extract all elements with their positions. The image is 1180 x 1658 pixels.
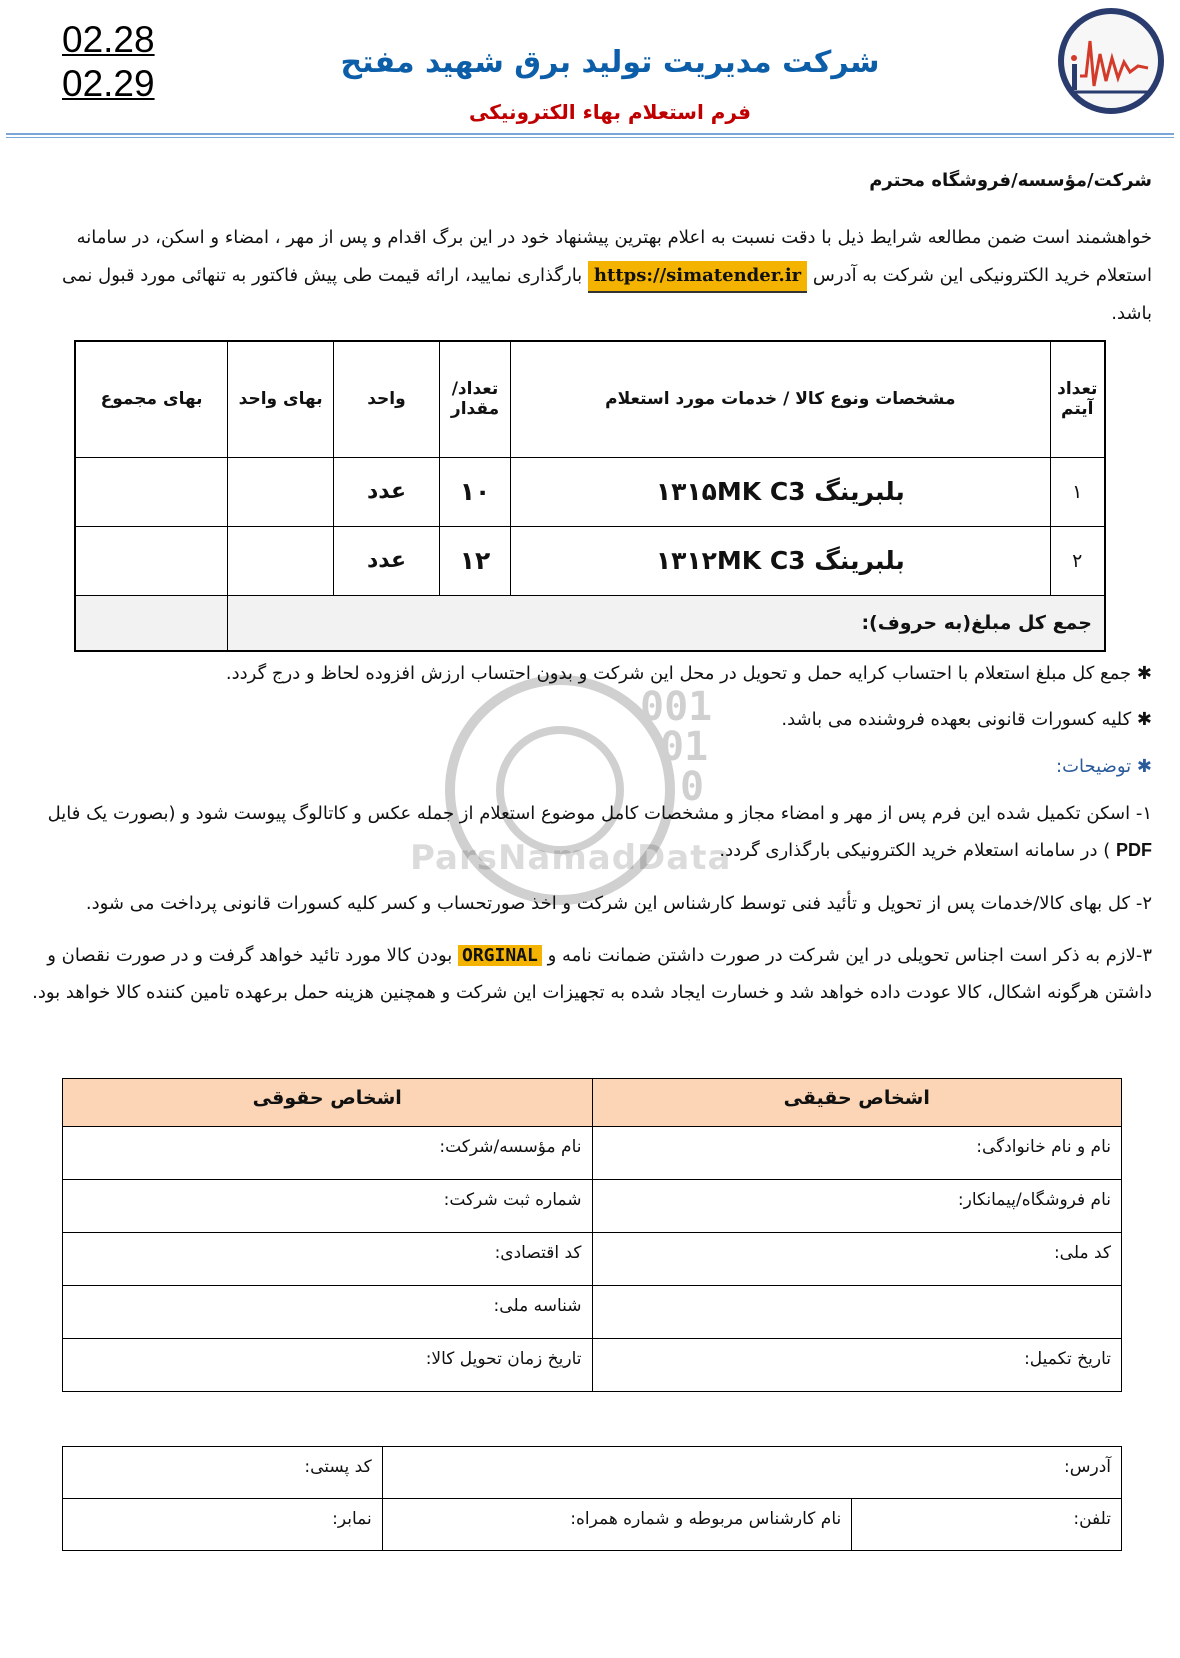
svg-text:0: 0: [680, 764, 705, 810]
explanation-item-1: [22, 795, 1152, 869]
watermark-text: ParsNamadData: [410, 838, 732, 878]
item-3-text-a: ۳-لازم به ذکر است اجناس تحویلی در این شرکت در صورت داشتن ضمانت نامه و: [547, 945, 1152, 966]
real-persons-header: اشخاص حقیقی: [592, 1079, 1122, 1127]
bullet-icon: ✱: [1136, 663, 1152, 684]
item-3-original: ORGINAL: [458, 945, 542, 966]
bullet-icon: ✱: [1136, 756, 1152, 777]
contact-table: [62, 1446, 1122, 1551]
col-header-quantity: تعداد/ مقدار: [439, 341, 510, 457]
svg-text:01: 01: [660, 724, 709, 770]
row-unit: عدد: [334, 457, 440, 526]
power-plant-logo-icon: [1054, 6, 1168, 116]
note-2-text: کلیه کسورات قانونی بعهده فروشنده می باشد.: [781, 709, 1132, 730]
real-field-empty[interactable]: [592, 1286, 1122, 1339]
legal-persons-header: اشخاص حقوقی: [63, 1079, 593, 1127]
item-1-text-a: ۱- اسکن تکمیل شده این فرم پس از مهر و امضاء مجاز و مشخصات کامل موضوع استعلام از جمله عکس و کاتالوگ پیوست شود و (بصورت یک فایل: [47, 803, 1152, 824]
intro-paragraph: [38, 219, 1152, 333]
explanation-item-3: [22, 937, 1152, 1011]
note-1: [226, 663, 1152, 684]
col-header-description: مشخصات ونوع کالا / خدمات مورد استعلام: [511, 341, 1050, 457]
expert-name-field[interactable]: نام کارشناس مربوطه و شماره همراه:: [382, 1499, 852, 1551]
col-header-total-price: بهای مجموع: [75, 341, 228, 457]
row-index: ۱: [1050, 457, 1105, 526]
item-2-text: ۲- کل بهای کالا/خدمات پس از تحویل و تأئید فنی توسط کارشناس این شرکت و اخذ صورتحساب و کسر کلیه کسورات قانونی پرداخت می شود.: [85, 893, 1152, 914]
intro-text-2: بارگذاری نمایید، ارائه قیمت طی پیش فاکتور به تنهائی مورد قبول نمی باشد.: [62, 265, 1152, 324]
item-1-pdf: PDF: [1116, 840, 1152, 860]
company-name: شرکت مدیریت تولید برق شهید مفتح: [340, 45, 880, 80]
header-divider-thin: [6, 137, 1174, 138]
row-description: بلبرینگ ۱۳۱۵MK C3: [511, 457, 1050, 526]
svg-text:001: 001: [640, 684, 713, 730]
legal-field-national-id[interactable]: شناسه ملی:: [63, 1286, 593, 1339]
intro-text-1: خواهشمند است ضمن مطالعه شرایط ذیل با دقت نسبت به اعلام بهترین پیشنهاد خود در این برگ اقدام و پس از مهر ، امضاء و اسکن، در سامانه استعلام خرید الکترونیکی این شرکت به آدرس: [76, 227, 1152, 286]
real-field-completion-date[interactable]: تاریخ تکمیل:: [592, 1339, 1122, 1392]
explanations-heading: [1056, 756, 1152, 777]
row-index: ۲: [1050, 526, 1105, 595]
greeting: شرکت/مؤسسه/فروشگاه محترم: [869, 170, 1152, 191]
row-quantity: ۱۰: [439, 457, 510, 526]
real-field-fullname[interactable]: نام و نام خانوادگی:: [592, 1127, 1122, 1180]
col-header-unit-price: بهای واحد: [228, 341, 334, 457]
header-divider: [6, 133, 1174, 135]
row-quantity: ۱۲: [439, 526, 510, 595]
row-description: بلبرینگ ۱۳۱۲MK C3: [511, 526, 1050, 595]
persons-table: [62, 1078, 1122, 1392]
table-row: [75, 526, 1105, 595]
col-header-count: تعداد آیتم: [1050, 341, 1105, 457]
legal-field-delivery-date[interactable]: تاریخ زمان تحویل کالا:: [63, 1339, 593, 1392]
date-2: 02.29: [62, 63, 155, 104]
postal-code-field[interactable]: کد پستی:: [63, 1447, 383, 1499]
tender-url-link[interactable]: https://simatender.ir: [588, 261, 807, 293]
explanation-item-2: [22, 885, 1152, 922]
total-amount-field[interactable]: [75, 595, 228, 651]
phone-field[interactable]: تلفن:: [852, 1499, 1122, 1551]
item-1-text-b: ) در سامانه استعلام خرید الکترونیکی بارگذاری گردد.: [719, 840, 1111, 861]
bullet-icon: ✱: [1136, 709, 1152, 730]
note-1-text: جمع کل مبلغ استعلام با احتساب کرایه حمل و تحویل در محل این شرکت و بدون احتساب ارزش افزوده لحاظ و درج گردد.: [225, 663, 1132, 684]
real-field-national-code[interactable]: کد ملی:: [592, 1233, 1122, 1286]
row-unit-price[interactable]: [228, 526, 334, 595]
row-total-price[interactable]: [75, 526, 228, 595]
col-header-unit: واحد: [334, 341, 440, 457]
legal-field-company-name[interactable]: نام مؤسسه/شرکت:: [63, 1127, 593, 1180]
note-2: [781, 709, 1152, 730]
date-stamp: [62, 18, 155, 106]
row-unit: عدد: [334, 526, 440, 595]
date-1: 02.28: [62, 19, 155, 60]
legal-field-economic-code[interactable]: کد اقتصادی:: [63, 1233, 593, 1286]
item-3-text-b: بودن کالا مورد تائید خواهد گرفت و در صورت نقصان و داشتن هرگونه اشکال، کالا عودت داده خواهد شد و خسارت ایجاد شده به تجهیزات این شرکت و همچنین هزینه حمل برعهده تامین کننده کالا خواهد بود.: [32, 945, 1152, 1003]
table-row: [75, 457, 1105, 526]
real-field-shop-name[interactable]: نام فروشگاه/پیمانکار:: [592, 1180, 1122, 1233]
row-total-price[interactable]: [75, 457, 228, 526]
items-table: [74, 340, 1106, 652]
address-field[interactable]: آدرس:: [382, 1447, 1121, 1499]
total-amount-label: جمع کل مبلغ(به حروف):: [228, 595, 1105, 651]
explanations-title: توضیحات:: [1056, 756, 1132, 777]
legal-field-registration-no[interactable]: شماره ثبت شرکت:: [63, 1180, 593, 1233]
fax-field[interactable]: نمابر:: [63, 1499, 383, 1551]
form-title: فرم استعلام بهاء الکترونیکی: [469, 100, 751, 124]
row-unit-price[interactable]: [228, 457, 334, 526]
